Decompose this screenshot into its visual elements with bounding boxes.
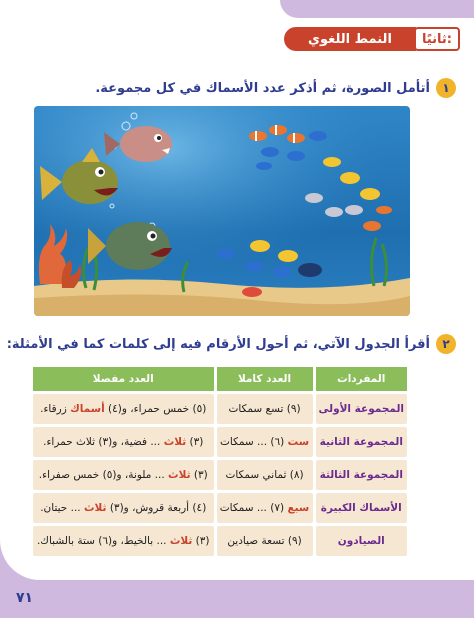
row-full: [217, 493, 313, 523]
row-detail: [33, 493, 214, 523]
header-words: المفردات: [316, 367, 407, 391]
question-2: [7, 334, 456, 354]
detail-part-b: ... حيتان.: [40, 502, 81, 514]
numbers-table: [30, 364, 410, 559]
page-number: ٧١: [16, 590, 34, 606]
table-row: [33, 493, 407, 523]
top-tab-strip: [280, 0, 474, 18]
header-detailed-count: العدد مفصلا: [33, 367, 214, 391]
question-2-text: أقرأ الجدول الآتي، ثم أحول الأرقام فيه إلى كلمات كما في الأمثلة:: [6, 336, 430, 352]
header-full-count: العدد كاملا: [217, 367, 313, 391]
detail-answer: ثلاث: [163, 436, 187, 448]
full-answer: ست: [287, 436, 310, 448]
table-row: [33, 526, 407, 556]
question-1-number: ١: [436, 78, 456, 98]
question-1-text: أتأمل الصورة، ثم أذكر عدد الأسماك في كل مجموعة.: [95, 80, 430, 96]
detail-answer: ثلاث: [84, 502, 107, 514]
full-text: (٦) ... سمكات: [219, 436, 285, 448]
row-detail: [33, 460, 214, 490]
table-row: [33, 394, 407, 424]
section-title: النمط اللغوي: [284, 27, 416, 51]
full-text: (٧) ... سمكات: [219, 502, 285, 514]
row-group: الصيادون: [316, 526, 407, 556]
table-row: [33, 460, 407, 490]
detail-answer: ثلاث: [169, 535, 193, 547]
detail-part-a: (٣): [195, 535, 210, 547]
row-group: المجموعة الثالثة: [316, 460, 407, 490]
section-number: ثانيًا:: [414, 27, 460, 51]
question-2-number: ٢: [436, 334, 456, 354]
detail-part-b: ... ملونة، و(٥) خمس صفراء.: [38, 469, 165, 481]
section-header: [284, 26, 460, 52]
aquarium-illustration: [34, 106, 410, 316]
row-full: (٨) ثماني سمكات: [217, 460, 313, 490]
question-1: [95, 78, 456, 98]
row-detail: [33, 526, 214, 556]
row-group: المجموعة الثانية: [316, 427, 407, 457]
row-full: [217, 427, 313, 457]
detail-part-a: (٣): [189, 436, 204, 448]
row-full: (٩) تسعة صيادين: [217, 526, 313, 556]
table-row: [33, 427, 407, 457]
detail-part-b: ... بالخيط، و(٦) ستة بالشباك.: [36, 535, 167, 547]
row-group: الأسماك الكبيرة: [316, 493, 407, 523]
detail-part-a: (٤) أربعة قروش، و(٣): [109, 502, 207, 514]
detail-part-a: (٥) خمس حمراء، و(٤): [108, 403, 207, 415]
row-full: (٩) تسع سمكات: [217, 394, 313, 424]
row-group: المجموعة الأولى: [316, 394, 407, 424]
row-detail: [33, 394, 214, 424]
row-detail: [33, 427, 214, 457]
detail-answer: ثلاث: [168, 469, 191, 481]
full-answer: سبع: [287, 502, 310, 514]
detail-part-b: زرقاء.: [40, 403, 67, 415]
detail-answer: أسماك: [70, 403, 105, 415]
detail-part-b: ... فضية، و(٣) ثلاث حمراء.: [43, 436, 161, 448]
detail-part-a: (٣): [193, 469, 208, 481]
